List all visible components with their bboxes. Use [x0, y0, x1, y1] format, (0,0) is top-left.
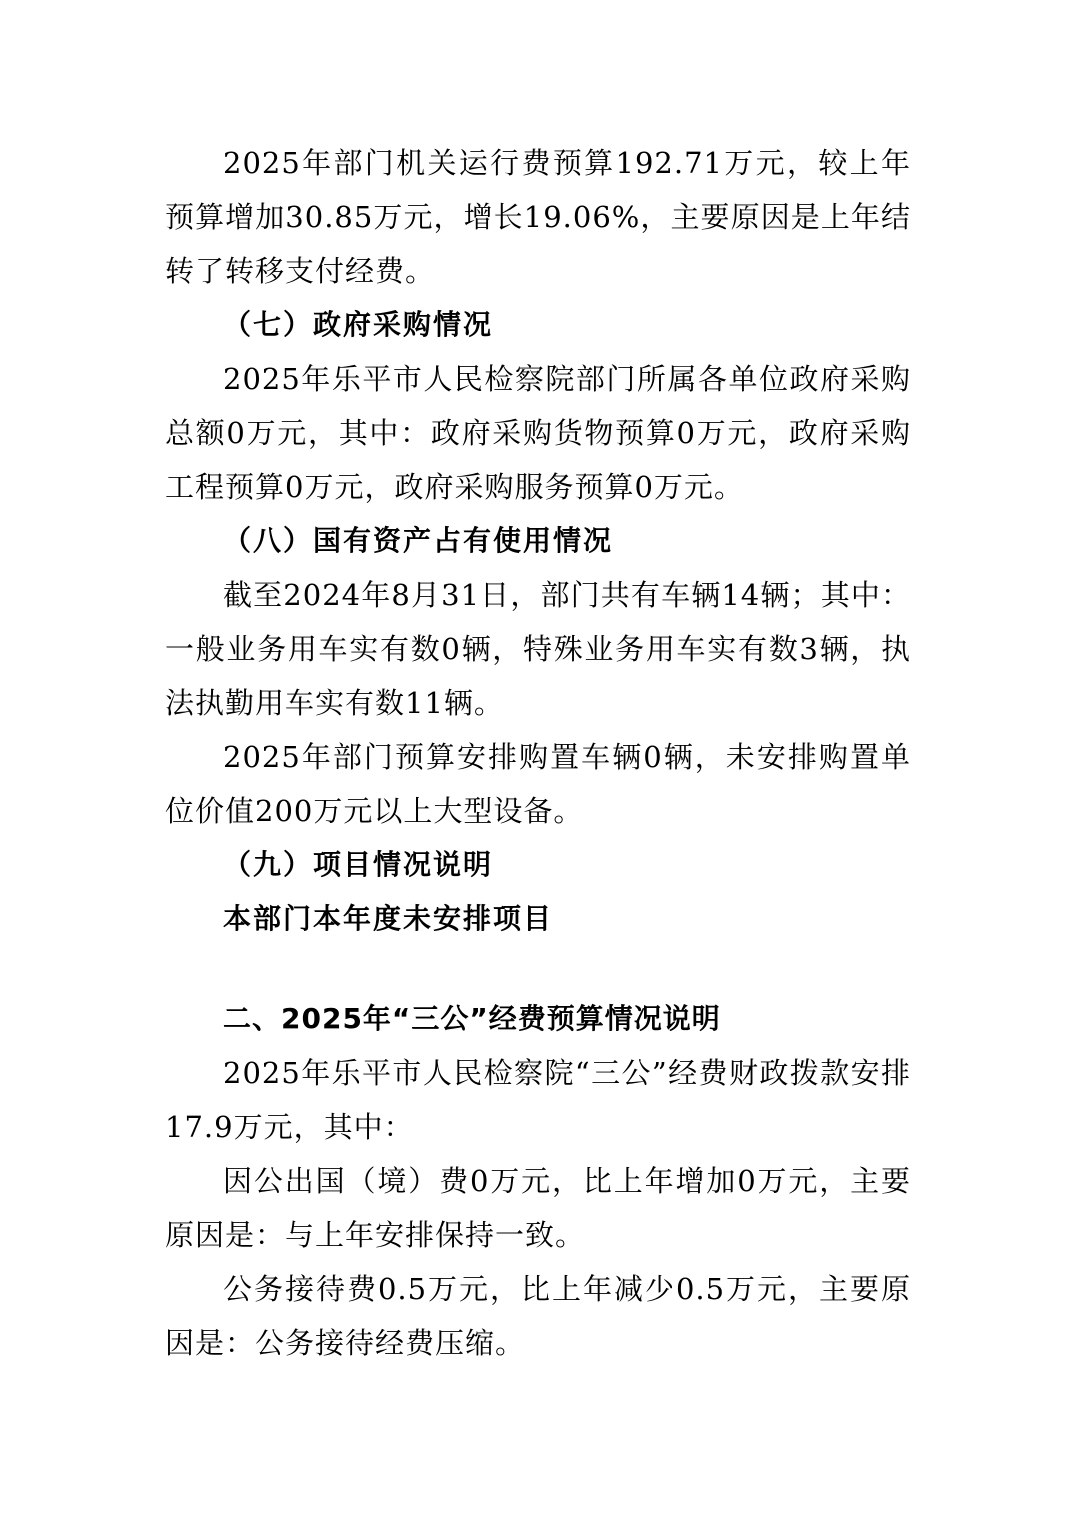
paragraph-operating-costs: 2025年部门机关运行费预算192.71万元，较上年预算增加30.85万元，增长19.06%，主要原因是上年结转了转移支付经费。 — [165, 146, 911, 288]
document-body — [165, 136, 911, 1370]
paragraph-three-public-total: 2025年乐平市人民检察院“三公”经费财政拨款安排17.9万元，其中： — [165, 1056, 911, 1144]
paragraph-official-reception: 公务接待费0.5万元，比上年减少0.5万元，主要原因是：公务接待经费压缩。 — [165, 1272, 911, 1360]
paragraph-overseas-travel: 因公出国（境）费0万元，比上年增加0万元，主要原因是：与上年安排保持一致。 — [165, 1164, 911, 1252]
heading-state-assets: （八）国有资产占有使用情况 — [223, 524, 614, 557]
paragraph-procurement: 2025年乐平市人民检察院部门所属各单位政府采购总额0万元，其中：政府采购货物预算0万元，政府采购工程预算0万元，政府采购服务预算0万元。 — [165, 362, 911, 504]
paragraph-vehicle-purchase: 2025年部门预算安排购置车辆0辆，未安排购置单位价值200万元以上大型设备。 — [165, 740, 911, 828]
paragraph-vehicles: 截至2024年8月31日，部门共有车辆14辆；其中：一般业务用车实有数0辆，特殊业务用车实有数3辆，执法执勤用车实有数11辆。 — [165, 578, 911, 720]
heading-project-description: （九）项目情况说明 — [223, 848, 494, 881]
paragraph-no-projects: 本部门本年度未安排项目 — [223, 902, 554, 935]
heading-government-procurement: （七）政府采购情况 — [223, 308, 494, 341]
section-spacer — [165, 946, 911, 992]
section-title-three-public-expenses: 二、2025年“三公”经费预算情况说明 — [223, 1002, 721, 1035]
